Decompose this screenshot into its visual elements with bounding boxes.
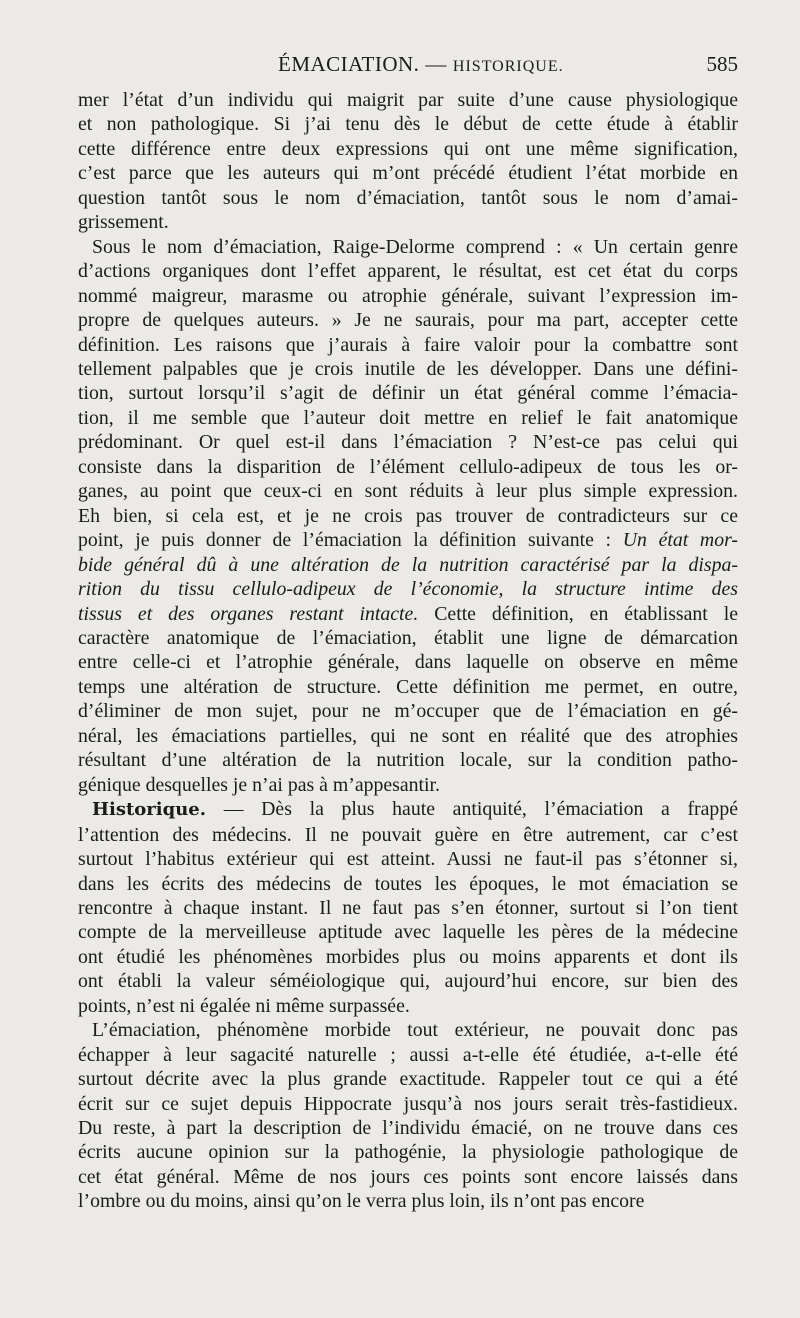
page-number: 585 (706, 52, 738, 76)
text-run: écrits aucune opinion sur la pathogénie, la physiologie pathologique de (78, 1141, 738, 1164)
text-line (78, 945, 738, 969)
italic-text: tissus et des organes restant intacte. (78, 602, 419, 625)
text-line (78, 186, 738, 210)
text-line (78, 137, 738, 161)
text-run: écrit sur ce sujet depuis Hippocrate jusqu’à nos jours serait très-fastidieux. (78, 1092, 738, 1115)
body-text (78, 88, 738, 1214)
text-run: consiste dans la disparition de l’élément cellulo-adipeux de tous les or- (78, 455, 738, 478)
text-run: définition. Les raisons que j’aurais à faire valoir pour la combattre sont (78, 333, 738, 356)
text-run: Eh bien, si cela est, et je ne crois pas trouver de contradicteurs sur ce (78, 504, 738, 527)
text-run: points, n’est ni égalée ni même surpassée. (78, 994, 410, 1017)
text-run: L’émaciation, phénomène morbide tout extérieur, ne pouvait donc pas (92, 1019, 738, 1042)
text-run: néral, les émaciations partielles, qui ne sont en réalité que des atrophies (78, 724, 738, 747)
text-line (78, 896, 738, 920)
text-line (78, 1189, 738, 1213)
text-run: propre de quelques auteurs. » Je ne saurais, pour ma part, accepter cette (78, 309, 738, 332)
italic-text: rition du tissu cellulo-adipeux de l’économie, la structure intime des (78, 578, 738, 601)
text-run: d’éliminer de mon sujet, pour ne m’occuper que de l’émaciation en gé- (78, 700, 738, 723)
text-run: dans les écrits des médecins de toutes les époques, le mot émaciation se (78, 872, 738, 895)
text-line (78, 112, 738, 136)
text-run: ont étudié les phénomènes morbides plus ou moins apparents et dont ils (78, 945, 738, 968)
text-line (78, 1018, 738, 1042)
text-line (78, 406, 738, 430)
text-line (78, 823, 738, 847)
text-run: caractère anatomique de l’émaciation, établit une ligne de démarcation (78, 626, 738, 649)
text-run: surtout l’habitus extérieur qui est atteint. Aussi ne faut-il pas s’étonner si, (78, 848, 738, 871)
text-line (78, 308, 738, 332)
text-run: nommé maigreur, marasme ou atrophie générale, suivant l’expression im- (78, 284, 738, 307)
text-run: génique desquelles je n’ai pas à m’appesantir. (78, 773, 440, 796)
text-line (78, 1043, 738, 1067)
text-line (78, 920, 738, 944)
text-line (78, 381, 738, 405)
text-line (78, 602, 738, 626)
text-line (78, 1140, 738, 1164)
text-run: — Dès la plus haute antiquité, l’émaciation a frappé (223, 798, 738, 821)
text-line (78, 284, 738, 308)
text-line (78, 210, 738, 234)
text-line (78, 1116, 738, 1140)
text-run: prédominant. Or quel est-il dans l’émaciation ? N’est-ce pas celui qui (78, 431, 738, 454)
text-run: Cette définition, en établissant le (434, 602, 738, 625)
text-run: tion, surtout lorsqu’il s’agit de définir un état général comme l’émacia- (78, 382, 738, 405)
text-run: temps une altération de structure. Cette définition me permet, en outre, (78, 675, 738, 698)
text-line (78, 88, 738, 112)
text-run: et non pathologique. Si j’ai tenu dès le début de cette étude à établir (78, 113, 738, 136)
text-line (78, 357, 738, 381)
italic-text: bide général dû à une altération de la nutrition caractérisé par la dispa- (78, 553, 738, 576)
text-run: ont établi la valeur séméiologique qui, aujourd’hui encore, sur bien des (78, 970, 738, 993)
text-run: question tantôt sous le nom d’émaciation, tantôt sous le nom d’amai- (78, 186, 738, 209)
text-line (78, 994, 738, 1018)
italic-text: Un état mor- (622, 529, 738, 552)
text-line (78, 235, 738, 259)
text-line (78, 626, 738, 650)
text-run: ganes, au point que ceux-ci en sont réduits à leur plus simple expression. (78, 480, 738, 503)
text-line (78, 259, 738, 283)
text-run: cet état général. Même de nos jours ces points sont encore laissés dans (78, 1165, 738, 1188)
text-line (78, 553, 738, 577)
text-line (78, 748, 738, 772)
text-line (78, 847, 738, 871)
section-title: HISTORIQUE. (452, 58, 564, 75)
text-line (78, 1165, 738, 1189)
text-run: l’ombre ou du moins, ainsi qu’on le verra plus loin, ils n’ont pas encore (78, 1190, 645, 1213)
text-line (78, 699, 738, 723)
text-run: compte de la merveilleuse aptitude avec laquelle les pères de la médecine (78, 921, 738, 944)
text-run: tellement palpables que je crois inutile de les développer. Dans une défini- (78, 357, 738, 380)
text-run: échapper à leur sagacité naturelle ; aussi a-t-elle été étudiée, a-t-elle été (78, 1043, 738, 1066)
text-run: entre celle-ci et l’atrophie générale, dans laquelle on observe en même (78, 651, 738, 674)
text-run: surtout décrite avec la plus grande exactitude. Rappeler tout ce qui a été (78, 1068, 738, 1091)
text-line (78, 650, 738, 674)
text-line (78, 430, 738, 454)
text-line (78, 773, 738, 797)
running-title (278, 52, 564, 77)
text-line (78, 577, 738, 601)
text-line (78, 675, 738, 699)
text-line (78, 479, 738, 503)
text-run: Du reste, à part la description de l’individu émacié, on ne trouve dans ces (78, 1117, 738, 1140)
text-run: Sous le nom d’émaciation, Raige-Delorme comprend : « Un certain genre (92, 235, 738, 258)
text-line (78, 969, 738, 993)
chapter-title: ÉMACIATION. (278, 52, 420, 76)
running-header (78, 52, 738, 82)
text-run: grissement. (78, 211, 169, 234)
text-run: d’actions organiques dont l’effet apparent, le résultat, est cet état du corps (78, 260, 738, 283)
text-line (78, 1092, 738, 1116)
text-run: point, je puis donner de l’émaciation la définition suivante : (78, 529, 612, 552)
text-run: c’est parce que les auteurs qui m’ont précédé étudient l’état morbide en (78, 162, 738, 185)
text-line (78, 724, 738, 748)
header-dash: — (425, 52, 447, 76)
text-run: l’attention des médecins. Il ne pouvait guère en être autrement, car c’est (78, 823, 738, 846)
text-run: cette différence entre deux expressions qui ont une même signification, (78, 137, 738, 160)
section-heading: Historique. (92, 799, 207, 821)
text-line (78, 161, 738, 185)
text-run: mer l’état d’un individu qui maigrit par suite d’une cause physiologique (78, 89, 738, 111)
text-line (78, 455, 738, 479)
text-line (78, 528, 738, 552)
text-run: rencontre à chaque instant. Il ne faut pas s’en étonner, surtout si l’on tient (78, 896, 738, 919)
text-line (78, 1067, 738, 1091)
text-run: résultant d’une altération de la nutrition locale, sur la condition patho- (78, 749, 738, 772)
text-run: tion, il me semble que l’auteur doit mettre en relief le fait anatomique (78, 406, 738, 429)
text-line (78, 797, 738, 822)
text-line (78, 504, 738, 528)
text-line (78, 333, 738, 357)
text-line (78, 872, 738, 896)
